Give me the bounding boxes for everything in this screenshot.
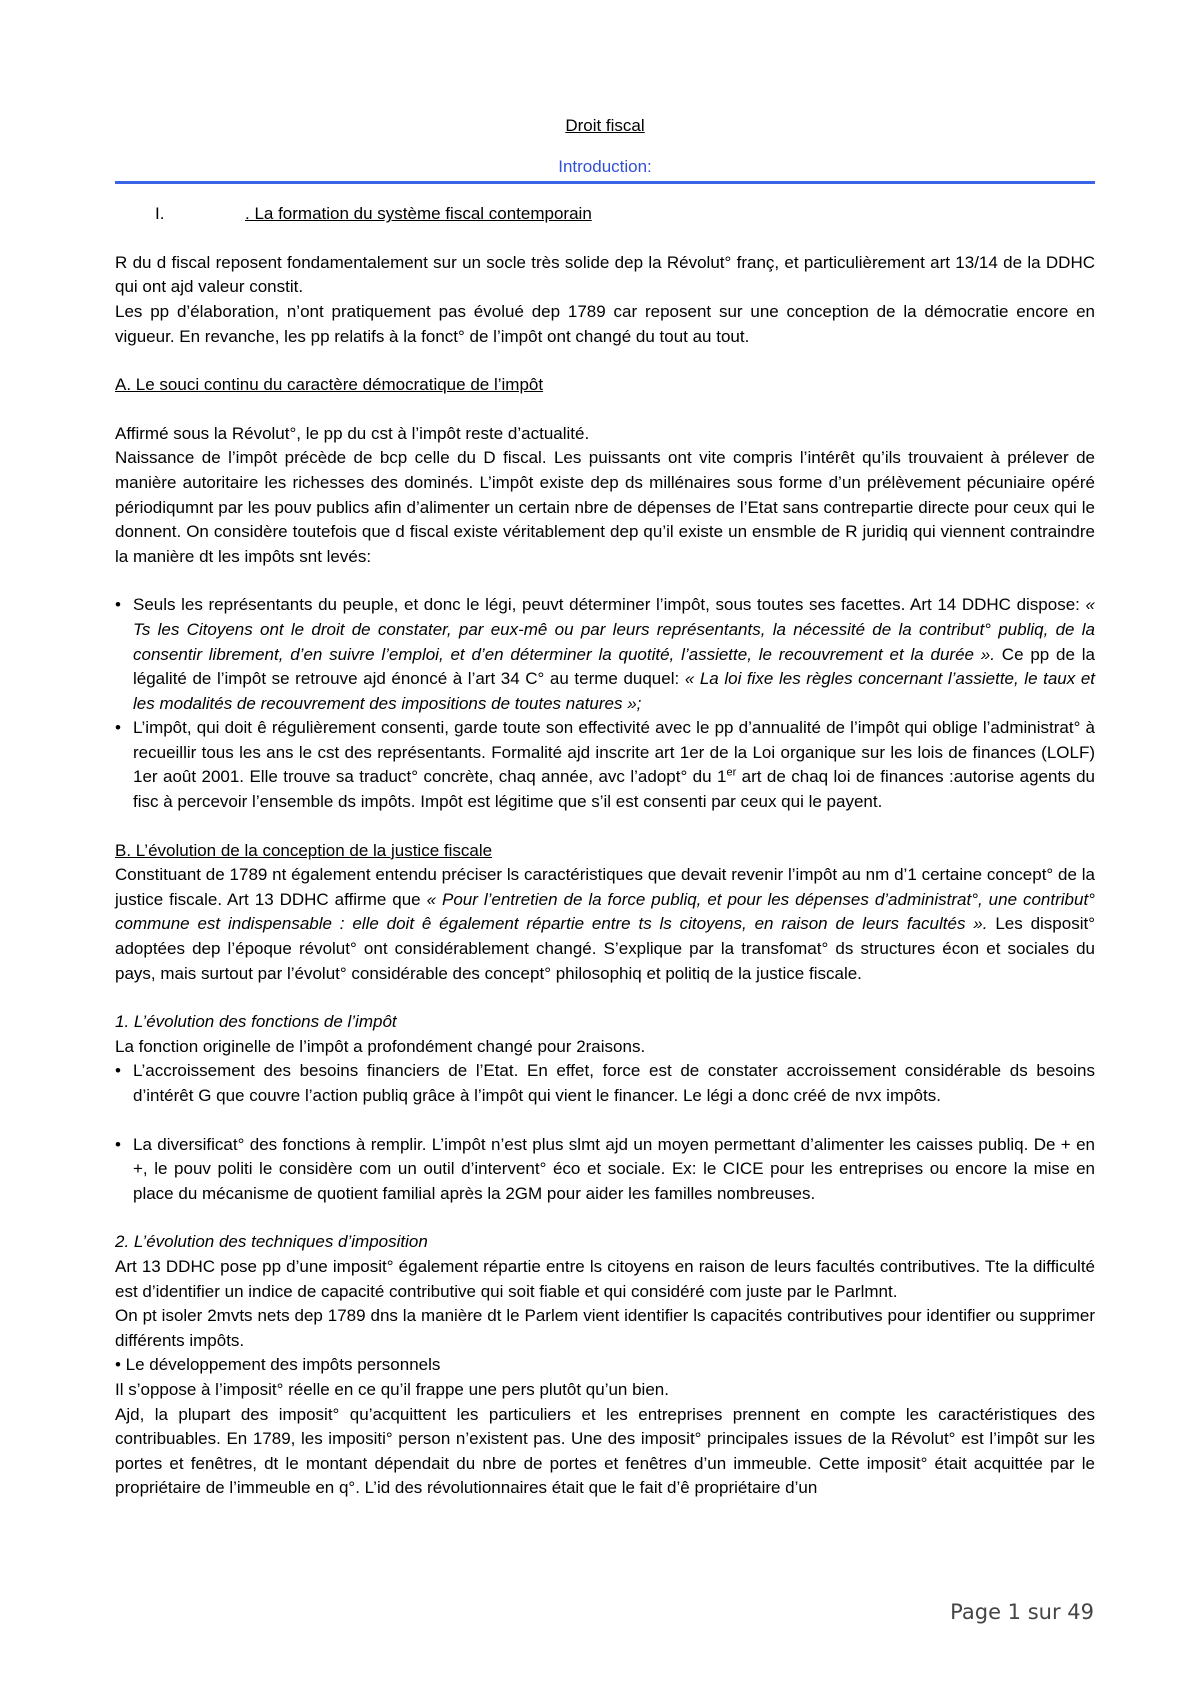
bullet-2-text-a: L’impôt, qui doit ê régulièrement consenti, garde toute son effectivité avec le pp d’annualité de l’impôt qui oblige l’administrat° à recueillir tous les ans le cst des représentants. Formalité ajd inscrite art 1er de la Loi organique sur les lois de finances (LOLF) 1er août 2001. Elle trouve sa traduct° concrète, chaq année, avc l’adopt° du 1 — [133, 718, 1095, 787]
paragraph-5 — [115, 863, 1095, 986]
document-title: Droit fiscal — [565, 116, 645, 135]
section-b-heading: B. L’évolution de la conception de la justice fiscale — [115, 840, 493, 860]
art-13-quote: « Pour l’entretien de la force publiq, et pour les dépenses d’administrat°, une contribut° commune est indispensable : elle doit ê également répartie entre ts ls citoyens, en raison de leurs facultés ». — [115, 889, 1095, 934]
page-number: Page 1 sur 49 — [950, 1600, 1094, 1624]
bullet-1-text-b: Ce pp de la légalité de l’impôt se retrouve ajd énoncé à l’art 34 C° au terme duquel: — [133, 644, 1095, 689]
bullet-2-text-b: art de chaq loi de finances :autorise agents du fisc à percevoir l’ensemble ds impôts. Impôt est légitime que s’il est consenti par ceux qui le payent. — [133, 767, 1095, 812]
personal-taxes-heading: • Le développement des impôts personnels — [115, 1355, 441, 1375]
subsection-1-heading: 1. L’évolution des fonctions de l’impôt — [115, 1012, 397, 1032]
tax-functions-list — [115, 1059, 1095, 1108]
art-14-quote: « Ts les Citoyens ont le droit de constater, par eux-mê ou par leurs représentants, la nécessité de la contribut° publiq, de la consentir librement, d’en suivre l’emploi, et d’en déterminer la quotité, l’assiette, le recouvrement et la durée ». — [133, 595, 1095, 664]
paragraph-10: Ajd, la plupart des imposit° qu’acquittent les particuliers et les entreprises prennent en compte les caractéristiques des contribuables. En 1789, les impositi° person n’existent pas. Une des imposit° principales issues de la Révolut° est l’impôt sur les portes et fenêtres, dt le montant dépendait du nbre de portes et fenêtres d’un immeuble. Cette imposit° était acquittée par le propriétaire de l’immeuble en q°. L’id des révolutionnaires était que le fait d’ê propriétaire d’un — [115, 1404, 1095, 1498]
heading-rule — [115, 181, 1095, 184]
list-item: • L’accroissement des besoins financiers de l’Etat. En effet, force est de constater accroissement considérable ds besoins d’intérêt G que couvre l’action publiq grâce à l’impôt qui vient le financer. Le légi a donc créé de nvx impôts. — [115, 1059, 1095, 1108]
section-a-heading: A. Le souci continu du caractère démocratique de l’impôt — [115, 375, 544, 395]
section-i-title: . La formation du système fiscal contemporain — [245, 204, 592, 224]
paragraph-7: Art 13 DDHC pose pp d’une imposit° également répartie entre ls citoyens en raison de leurs facultés contributives. Tte la difficulté est d’identifier un indice de capacité contributive qui soit fiable et qui considéré com juste par le Parlmnt. — [115, 1256, 1095, 1301]
paragraph-3: Affirmé sous la Révolut°, le pp du cst à l’impôt reste d’actualité. — [115, 423, 590, 443]
paragraph-4: Naissance de l’impôt précède de bcp celle du D fiscal. Les puissants ont vite compris l’intérêt qu’ils trouvaient à prélever de manière autoritaire les richesses des dominés. L’impôt existe dep ds millénaires sous forme d’un prélèvement pécuniaire opéré périodiqumnt par les pouv publics afin d’alimenter un certain nbre de dépenses de l’Etat sans contrepartie directe pour ceux qui le donnent. On considère toutefois que d fiscal existe véritablement dep qu’il existe un ensmble de R juridiq qui viennent contraindre la manière dt les impôts snt levés: — [115, 448, 1095, 566]
paragraph-5-text-b: Les disposit° adoptées dep l’époque révolut° ont considérablement changé. S’explique par la transfomat° ds structures écon et sociales du pays, mais surtout par l’évolut° considérable des concept° philosophiq et politiq de la justice fiscale. — [115, 914, 1096, 983]
paragraph-2: Les pp d’élaboration, n’ont pratiquement pas évolué dep 1789 car reposent sur une conception de la démocratie encore en vigueur. En revanche, les pp relatifs à la fonct° de l’impôt ont changé du tout au tout. — [115, 301, 1095, 346]
paragraph-8: On pt isoler 2mvts nets dep 1789 dns la manière dt le Parlem vient identifier ls capacités contributives pour identifier ou supprimer différents impôts. — [115, 1306, 1095, 1350]
paragraph-9: Il s’oppose à l’imposit° réelle en ce qu’il frappe une pers plutôt qu’un bien. — [115, 1379, 669, 1399]
paragraph-6: La fonction originelle de l’impôt a profondément changé pour 2raisons. — [115, 1036, 646, 1056]
paragraph-5-text-a: Constituant de 1789 nt également entendu préciser ls caractéristiques que devait revenir l’impôt au nm d’1 certaine concept° de la justice fiscale. Art 13 DDHC affirme que — [115, 865, 1095, 909]
subsection-2-heading: 2. L’évolution des techniques d’imposition — [115, 1232, 428, 1252]
section-i-number: I. — [155, 204, 165, 224]
introduction-heading: Introduction: — [558, 156, 652, 176]
document-page — [115, 110, 1095, 1501]
list-item — [115, 593, 1095, 716]
section-i-heading — [115, 202, 1095, 227]
paragraph-1: R du d fiscal reposent fondamentalement sur un socle très solide dep la Révolut° franç, et particulièrement art 13/14 de la DDHC qui ont ajd valeur constit. — [115, 252, 1095, 297]
bullet-1-text-a: Seuls les représentants du peuple, et donc le légi, peuvt déterminer l’impôt, sous toutes ses facettes. Art 14 DDHC dispose: — [133, 595, 1086, 615]
tax-functions-list-2 — [115, 1133, 1095, 1207]
democratic-principles-list — [115, 593, 1095, 814]
art-34-quote: « La loi fixe les règles concernant l’assiette, le taux et les modalités de recouvrement des impositions de toutes natures »; — [133, 669, 1096, 713]
list-item: • La diversificat° des fonctions à remplir. L’impôt n’est plus slmt ajd un moyen permettant d’alimenter les caisses publiq. De + en +, le pouv politi le considère com un outil d’intervent° éco et sociale. Ex: le CICE pour les entreprises ou encore la mise en place du mécanisme de quotient familial après la 2GM pour aider les familles nombreuses. — [115, 1133, 1095, 1207]
bullet-2-superscript: er — [726, 766, 737, 779]
list-item — [115, 716, 1095, 814]
